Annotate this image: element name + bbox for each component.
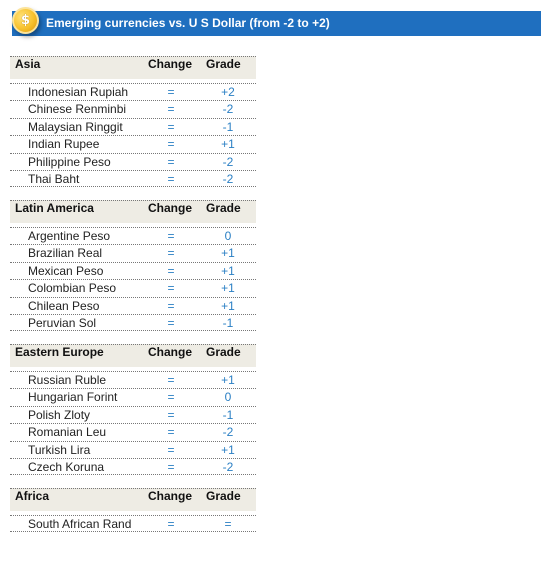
region-label: Eastern Europe <box>15 345 104 359</box>
grade-value: +1 <box>221 137 235 152</box>
change-value: = <box>167 171 175 186</box>
change-value: = <box>167 425 175 440</box>
grade-value: +1 <box>221 263 235 278</box>
table-row <box>10 388 256 405</box>
change-value: = <box>167 390 175 405</box>
change-value: = <box>167 102 175 117</box>
grade-value: +1 <box>221 298 235 313</box>
region-label: Latin America <box>15 201 94 215</box>
currency-name: Argentine Peso <box>28 229 111 243</box>
dollar-coin-icon: $ <box>12 7 39 34</box>
currency-rows <box>10 371 256 475</box>
grade-value: -2 <box>222 102 234 117</box>
grade-value: +2 <box>221 85 235 99</box>
grade-value: -2 <box>222 171 234 186</box>
grade-value: -1 <box>222 119 234 134</box>
currency-name: Hungarian Forint <box>28 390 118 405</box>
change-column-header: Change <box>148 489 193 503</box>
grade-column-header: Grade <box>206 345 241 359</box>
grade-value: = <box>224 517 232 531</box>
table-row <box>10 118 256 135</box>
grade-column-header: Grade <box>206 201 241 215</box>
currency-rows <box>10 515 256 532</box>
table-row <box>10 135 256 152</box>
currency-name: Mexican Peso <box>28 263 104 278</box>
section-header <box>10 488 256 511</box>
change-value: = <box>167 373 175 387</box>
grade-column-header: Grade <box>206 57 241 71</box>
change-value: = <box>167 517 175 531</box>
page-title: Emerging currencies vs. U S Dollar (from -2 to +2) <box>46 16 330 30</box>
grade-value: +1 <box>221 373 235 387</box>
currency-name: Turkish Lira <box>28 442 91 457</box>
currency-name: Indian Rupee <box>28 137 100 152</box>
grade-value: 0 <box>224 229 232 243</box>
change-value: = <box>167 246 175 261</box>
region-label: Asia <box>15 57 41 71</box>
change-value: = <box>167 315 175 330</box>
currency-name: Colombian Peso <box>28 281 117 296</box>
grade-value: +1 <box>221 281 235 296</box>
grade-value: -2 <box>222 154 234 169</box>
grade-value: +1 <box>221 442 235 457</box>
change-column-header: Change <box>148 345 193 359</box>
section-header <box>10 344 256 367</box>
grade-value: -1 <box>222 315 234 330</box>
change-value: = <box>167 459 175 474</box>
section-latin-america <box>10 200 256 331</box>
table-row <box>10 297 256 314</box>
currency-name: Russian Ruble <box>28 373 107 387</box>
currency-name: Thai Baht <box>28 171 80 186</box>
title-bar <box>12 11 541 36</box>
change-value: = <box>167 407 175 422</box>
change-value: = <box>167 442 175 457</box>
currency-name: Philippine Peso <box>28 154 111 169</box>
change-value: = <box>167 137 175 152</box>
change-column-header: Change <box>148 201 193 215</box>
currency-name: Czech Koruna <box>28 459 105 474</box>
change-column-header: Change <box>148 57 193 71</box>
change-value: = <box>167 281 175 296</box>
currency-name: Chilean Peso <box>28 298 100 313</box>
currency-name: Malaysian Ringgit <box>28 119 123 134</box>
section-africa <box>10 488 256 532</box>
currency-name: Brazilian Real <box>28 246 103 261</box>
grade-value: 0 <box>224 390 232 405</box>
grade-column-header: Grade <box>206 489 241 503</box>
table-row <box>10 314 256 331</box>
change-value: = <box>167 229 175 243</box>
grade-value: -2 <box>222 459 234 474</box>
table-row <box>10 406 256 423</box>
table-row <box>10 170 256 187</box>
change-value: = <box>167 298 175 313</box>
table-row <box>10 515 256 532</box>
currency-rows <box>10 227 256 331</box>
currency-name: Chinese Renminbi <box>28 102 127 117</box>
table-row <box>10 83 256 100</box>
table-row <box>10 227 256 244</box>
table-row <box>10 279 256 296</box>
grade-value: -2 <box>222 425 234 440</box>
section-header <box>10 200 256 223</box>
currency-name: Indonesian Rupiah <box>28 85 129 99</box>
table-row <box>10 458 256 475</box>
change-value: = <box>167 85 175 99</box>
change-value: = <box>167 119 175 134</box>
grade-value: -1 <box>222 407 234 422</box>
currency-name: Romanian Leu <box>28 425 107 440</box>
region-label: Africa <box>15 489 50 503</box>
section-asia <box>10 56 256 187</box>
currency-name: Peruvian Sol <box>28 315 97 330</box>
table-row <box>10 371 256 388</box>
table-row <box>10 423 256 440</box>
section-eastern-europe <box>10 344 256 475</box>
table-row <box>10 153 256 170</box>
grade-value: +1 <box>221 246 235 261</box>
table-row <box>10 262 256 279</box>
change-value: = <box>167 154 175 169</box>
change-value: = <box>167 263 175 278</box>
currency-name: South African Rand <box>28 517 132 531</box>
table-row <box>10 100 256 117</box>
currency-rows <box>10 83 256 187</box>
table-row <box>10 244 256 261</box>
section-header <box>10 56 256 79</box>
currency-name: Polish Zloty <box>28 407 91 422</box>
table-row <box>10 441 256 458</box>
